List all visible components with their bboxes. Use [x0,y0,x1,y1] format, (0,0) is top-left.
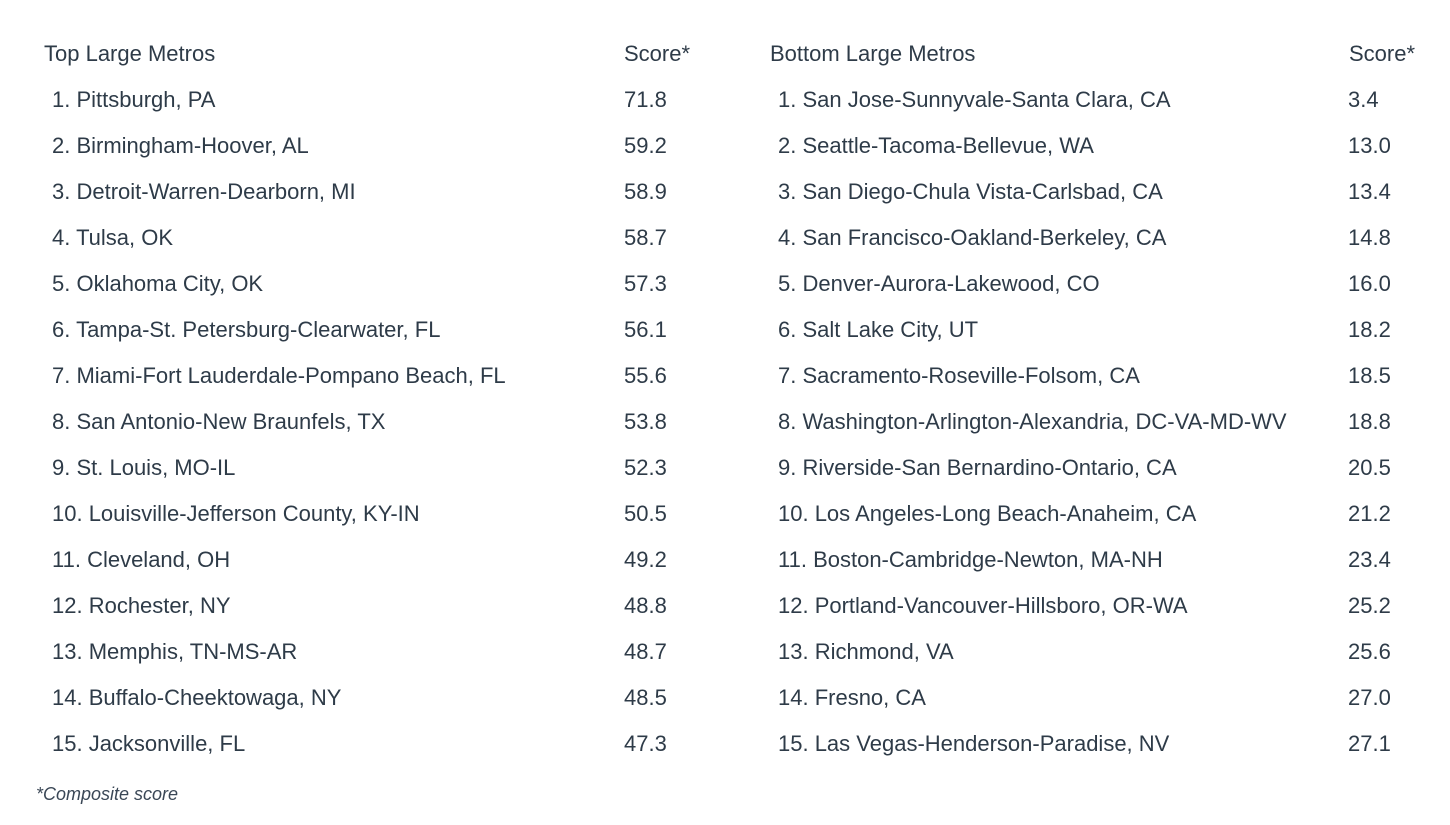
table-row [44,400,704,446]
table-row [770,124,1430,170]
metro-name: 11. Cleveland, OH [52,547,231,572]
top-metros-rows [44,78,704,768]
metro-score: 48.8 [624,593,667,618]
table-row [44,492,704,538]
top-metros-column-header: Top Large Metros [44,41,216,66]
table-row [770,400,1430,446]
metro-name: 6. Tampa-St. Petersburg-Clearwater, FL [52,317,441,342]
metro-score: 16.0 [1348,271,1391,296]
metro-score: 50.5 [624,501,667,526]
metro-score: 18.8 [1348,409,1391,434]
table-row [44,124,704,170]
metro-score: 59.2 [624,133,667,158]
metro-name: 12. Portland-Vancouver-Hillsboro, OR-WA [778,593,1188,618]
metro-name: 2. Seattle-Tacoma-Bellevue, WA [778,133,1094,158]
table-row [44,630,704,676]
metro-name: 14. Buffalo-Cheektowaga, NY [52,685,342,710]
metro-score: 27.0 [1348,685,1391,710]
table-row [44,170,704,216]
top-metros-table [44,32,704,768]
table-row [770,354,1430,400]
table-row [770,492,1430,538]
metro-score: 13.4 [1348,179,1391,204]
metro-score: 58.9 [624,179,667,204]
metro-score: 3.4 [1348,87,1379,112]
table-row [770,170,1430,216]
metro-score: 23.4 [1348,547,1391,572]
metro-name: 3. San Diego-Chula Vista-Carlsbad, CA [778,179,1163,204]
metro-score: 57.3 [624,271,667,296]
metro-name: 5. Denver-Aurora-Lakewood, CO [778,271,1100,296]
table-row [44,446,704,492]
top-metros-header-row [44,32,704,78]
metro-score: 25.6 [1348,639,1391,664]
metro-score: 18.2 [1348,317,1391,342]
metro-name: 1. Pittsburgh, PA [52,87,216,112]
metro-score: 52.3 [624,455,667,480]
metro-name: 14. Fresno, CA [778,685,926,710]
metro-name: 15. Las Vegas-Henderson-Paradise, NV [778,731,1170,756]
metro-name: 9. St. Louis, MO-IL [52,455,236,480]
metro-score: 71.8 [624,87,667,112]
table-row [770,538,1430,584]
bottom-metros-rows [770,78,1430,768]
metro-name: 15. Jacksonville, FL [52,731,246,756]
metro-name: 4. San Francisco-Oakland-Berkeley, CA [778,225,1167,250]
top-score-column-header: Score* [624,41,691,66]
table-row [44,354,704,400]
metro-name: 7. Miami-Fort Lauderdale-Pompano Beach, FL [52,363,506,388]
metro-score: 13.0 [1348,133,1391,158]
metro-name: 2. Birmingham-Hoover, AL [52,133,309,158]
metro-score: 14.8 [1348,225,1391,250]
metro-name: 9. Riverside-San Bernardino-Ontario, CA [778,455,1177,480]
table-row [770,216,1430,262]
footnote: *Composite score [36,784,179,804]
metro-name: 12. Rochester, NY [52,593,231,618]
table-row [44,78,704,124]
bottom-metros-table [770,32,1430,768]
metro-name: 8. San Antonio-New Braunfels, TX [52,409,386,434]
metro-name: 10. Los Angeles-Long Beach-Anaheim, CA [778,501,1197,526]
metro-name: 1. San Jose-Sunnyvale-Santa Clara, CA [778,87,1171,112]
table-row [44,676,704,722]
table-row [44,216,704,262]
metro-score: 20.5 [1348,455,1391,480]
metro-score: 25.2 [1348,593,1391,618]
table-row [770,676,1430,722]
metro-score: 49.2 [624,547,667,572]
table-row [44,262,704,308]
metro-name: 7. Sacramento-Roseville-Folsom, CA [778,363,1140,388]
metro-name: 5. Oklahoma City, OK [52,271,264,296]
table-row [770,446,1430,492]
table-row [770,262,1430,308]
metro-score: 56.1 [624,317,667,342]
bottom-metros-header-row [770,32,1430,78]
metro-name: 4. Tulsa, OK [52,225,174,250]
metro-score: 21.2 [1348,501,1391,526]
table-row [770,630,1430,676]
table-row [44,584,704,630]
table-row [770,722,1430,768]
metro-score: 47.3 [624,731,667,756]
metro-name: 11. Boston-Cambridge-Newton, MA-NH [778,547,1163,572]
metro-name: 13. Memphis, TN-MS-AR [52,639,298,664]
table-row [44,722,704,768]
metro-score: 58.7 [624,225,667,250]
metro-name: 8. Washington-Arlington-Alexandria, DC-VA-MD-WV [778,409,1287,434]
bottom-score-column-header: Score* [1349,41,1416,66]
table-row [44,308,704,354]
metro-score: 27.1 [1348,731,1391,756]
metro-score: 55.6 [624,363,667,388]
bottom-metros-column-header: Bottom Large Metros [770,41,976,66]
metro-score: 48.5 [624,685,667,710]
metro-name: 13. Richmond, VA [778,639,954,664]
metro-score: 18.5 [1348,363,1391,388]
metro-name: 10. Louisville-Jefferson County, KY-IN [52,501,420,526]
metro-score: 53.8 [624,409,667,434]
table-row [770,584,1430,630]
metro-name: 3. Detroit-Warren-Dearborn, MI [52,179,356,204]
table-row [770,78,1430,124]
table-row [770,308,1430,354]
metro-score: 48.7 [624,639,667,664]
table-row [44,538,704,584]
metro-name: 6. Salt Lake City, UT [778,317,979,342]
